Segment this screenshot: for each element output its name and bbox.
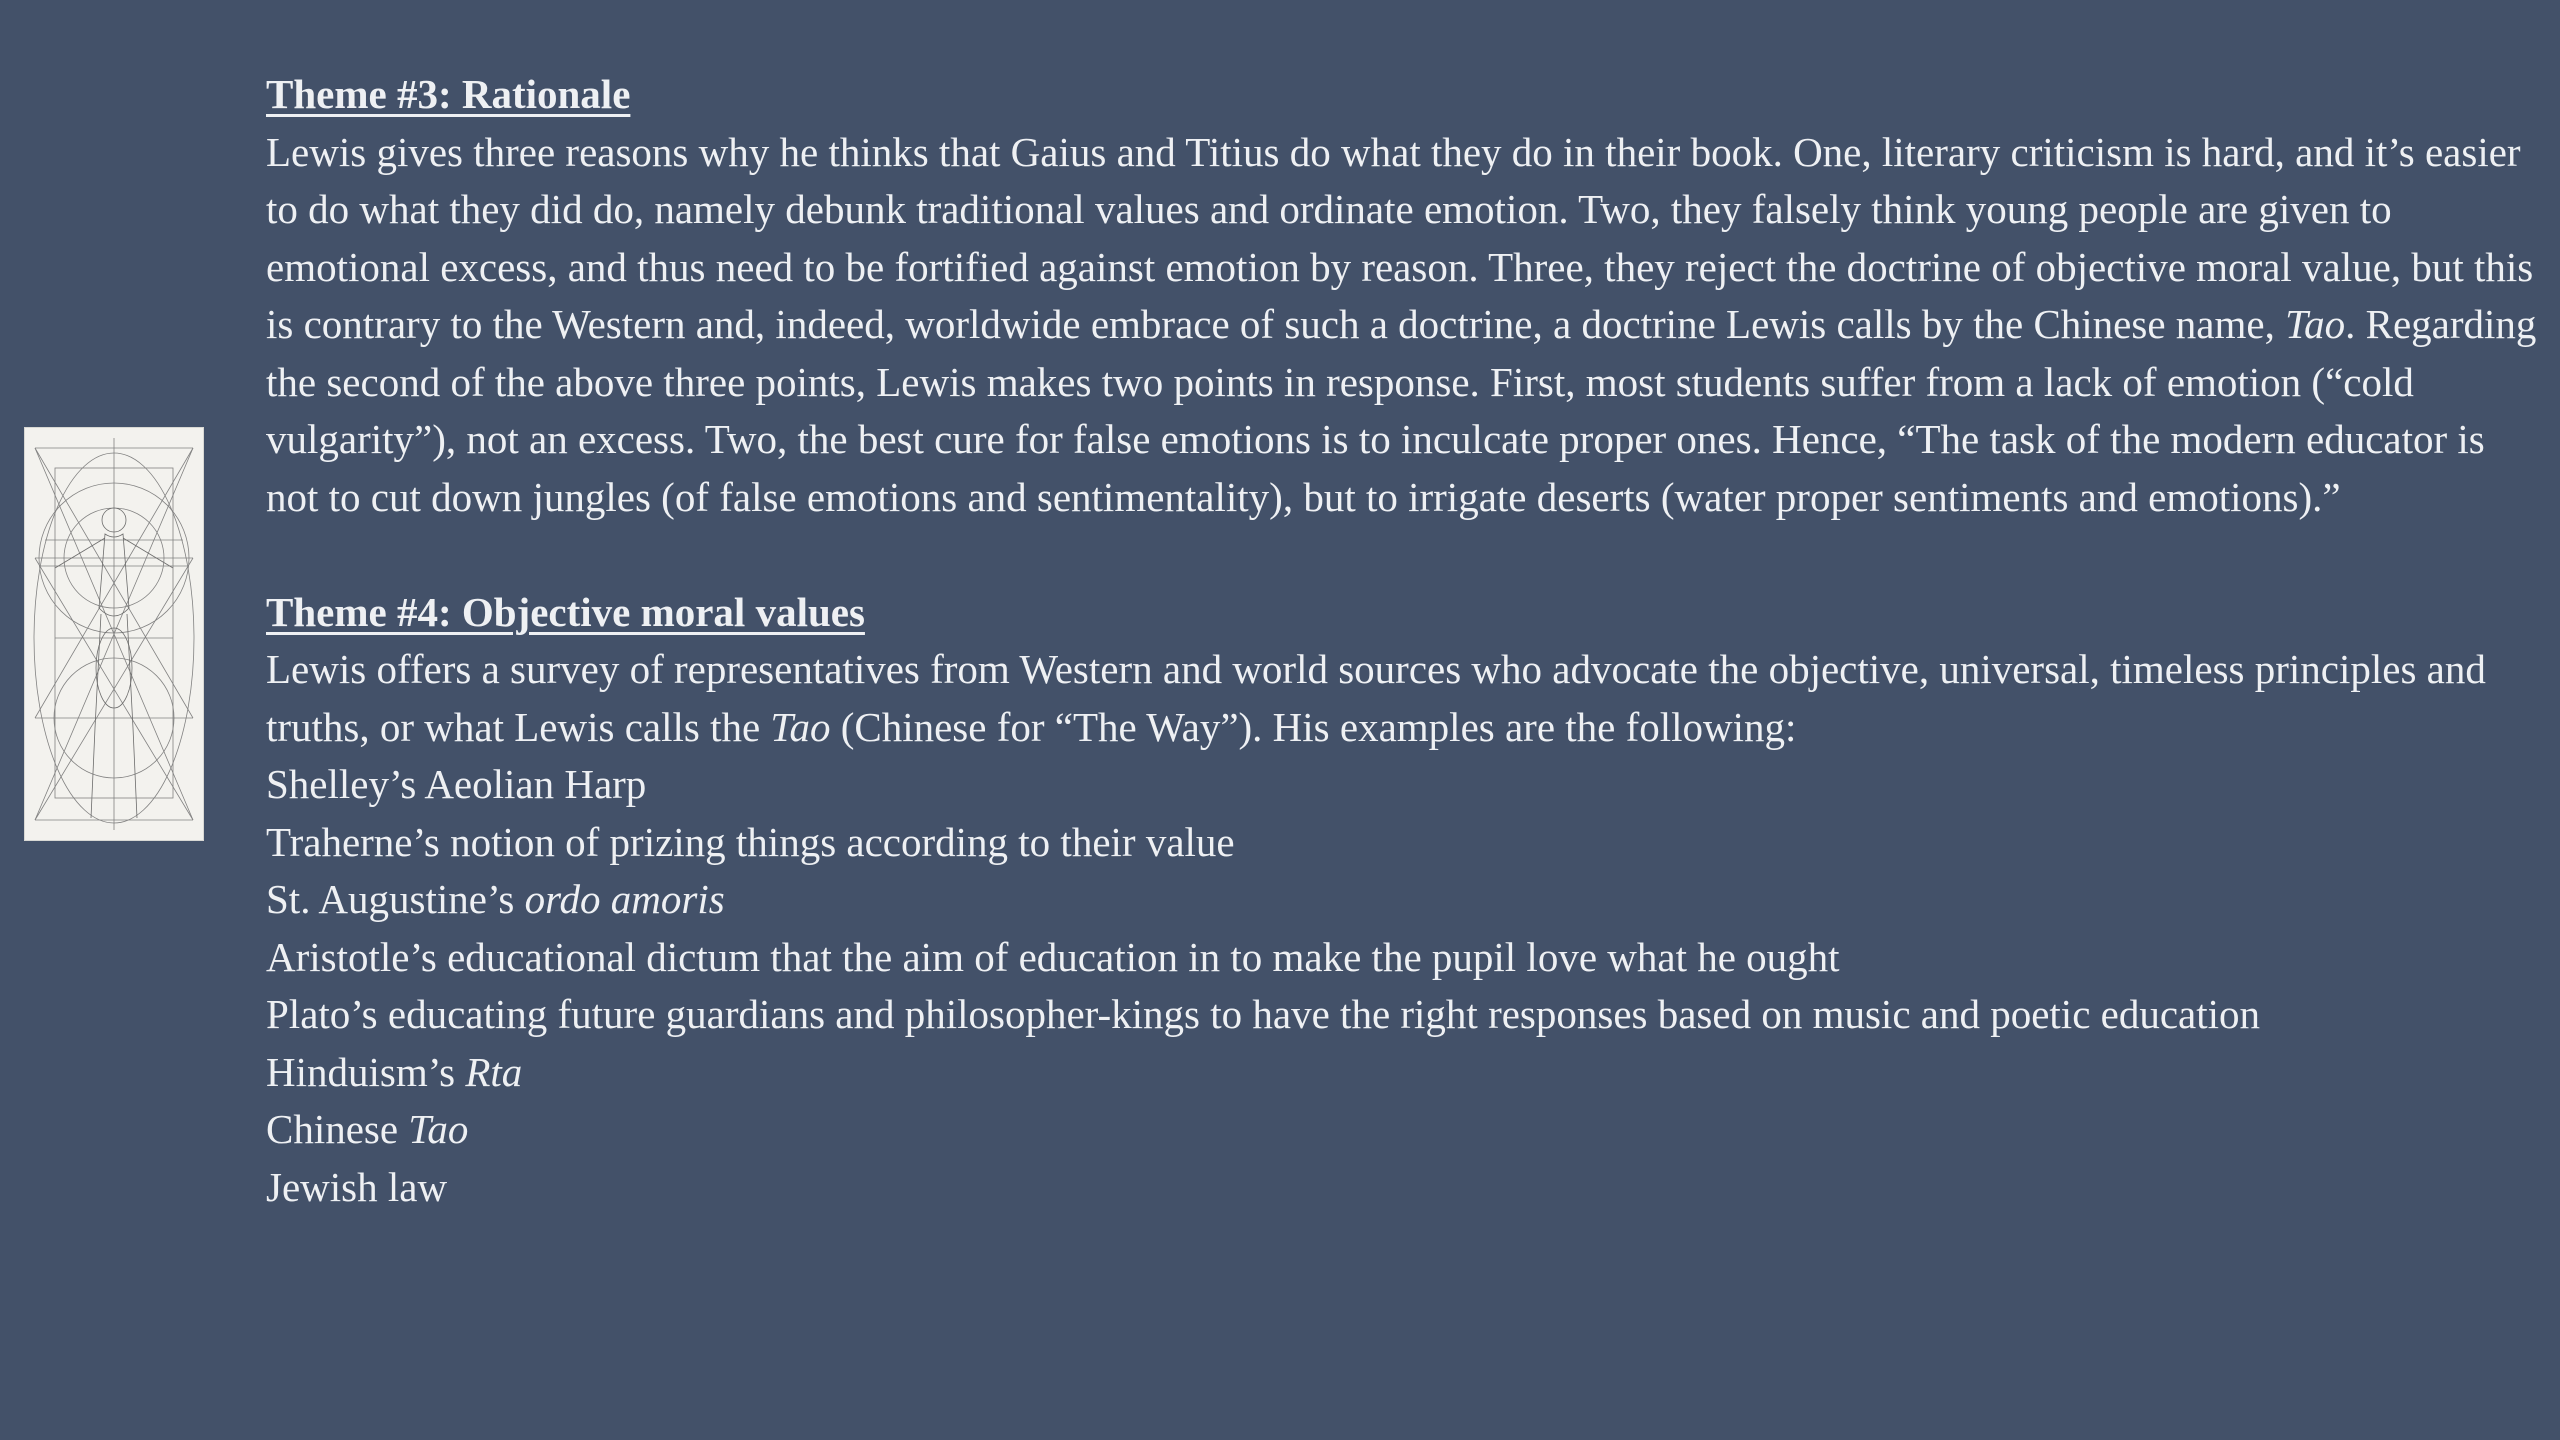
theme4-intro-text: Lewis offers a survey of representatives from Western and world sources who advocate the objective, universal, timeless principles and truths, or what Lewis calls the (266, 646, 2486, 750)
theme4-heading: Theme #4: Objective moral values (266, 588, 865, 635)
theme3-heading: Theme #3: Rationale (266, 71, 631, 117)
examples-list (266, 756, 2546, 1216)
list-item-text: Aristotle’s educational dictum that the aim of education in to make the pupil love what he ought (266, 933, 1840, 980)
list-item-italic: Tao (408, 1106, 469, 1152)
list-item-text: Hinduism’s (266, 1048, 466, 1095)
slide-content (266, 66, 2546, 1216)
list-item-italic: ordo amoris (524, 876, 725, 922)
spacer (266, 526, 2546, 584)
list-item (266, 986, 2546, 1044)
list-item-text: Shelley’s Aeolian Harp (266, 761, 647, 807)
list-item-italic: Rta (465, 1048, 523, 1095)
diagram-drawing (25, 428, 203, 840)
list-item-text: Traherne’s notion of prizing things according to their value (266, 818, 1235, 865)
list-item-text: St. Augustine’s (266, 876, 525, 922)
list-item-text: Chinese (266, 1106, 409, 1152)
list-item (266, 1159, 2546, 1217)
list-item (266, 814, 2546, 872)
theme4-intro (266, 641, 2546, 756)
list-item (266, 1101, 2546, 1159)
vitruvian-diagram-icon (24, 427, 204, 841)
theme3-paragraph (266, 124, 2546, 527)
theme3-text-rest: . Regarding the second of the above three points, Lewis makes two points in response. First, most students suffer from a lack of emotion (“cold vulgarity”), not an excess. Two, the best cure for false emotions is to inculcate proper ones. Hence, “The task of the modern educator is not to cut down jungles (of false emotions and sentimentality), but to irrigate deserts (water proper sentiments and emotions).” (266, 301, 2537, 520)
theme4-intro-tao: Tao (770, 703, 831, 750)
list-item (266, 929, 2546, 987)
theme4-intro-rest: (Chinese for “The Way”). His examples are the following: (830, 703, 1797, 750)
theme3-text: Lewis gives three reasons why he thinks that Gaius and Titius do what they do in their book. One, literary criticism is hard, and it’s easier to do what they did do, namely debunk traditional values and ordinate emotion. Two, they falsely think young people are given to emotional excess, and thus need to be fortified against emotion by reason. Three, they reject the doctrine of objective moral value, but this is contrary to the Western and, indeed, worldwide embrace of such a doctrine, a doctrine Lewis calls by the Chinese name, (266, 128, 2534, 347)
list-item (266, 756, 2546, 814)
list-item-text: Plato’s educating future guardians and philosopher-kings to have the right responses based on music and poetic education (266, 991, 2261, 1037)
list-item-text: Jewish law (266, 1163, 448, 1210)
list-item (266, 871, 2546, 929)
theme3-tao: Tao (2285, 301, 2346, 347)
list-item (266, 1044, 2546, 1102)
